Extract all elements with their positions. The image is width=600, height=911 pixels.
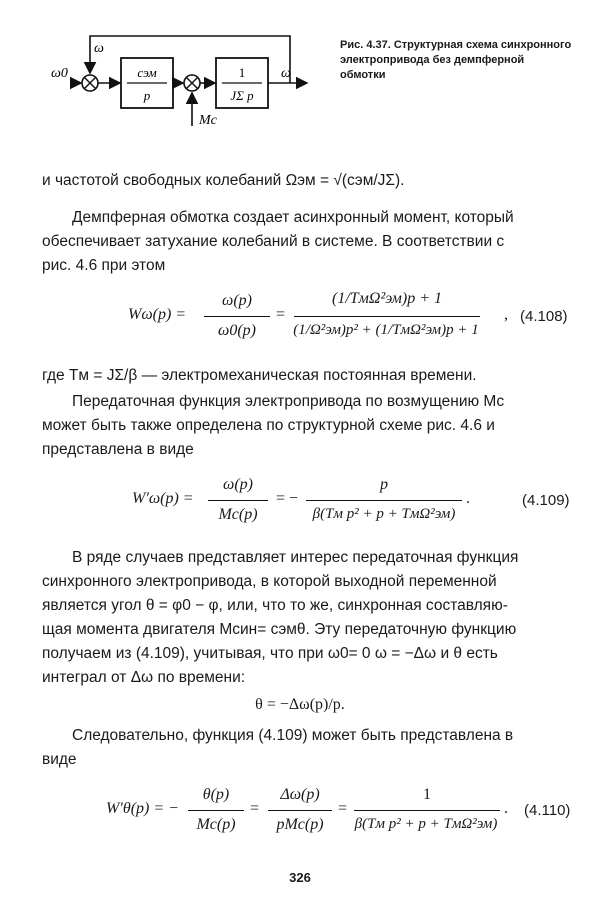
block-diagram: [45, 28, 315, 138]
paragraph-5-line-2: синхронного электропривода, в которой выходной переменной: [42, 573, 497, 590]
eq108-frac2-num: (1/TмΩ²эм)p + 1: [331, 290, 443, 307]
theta-formula: θ = −Δω(p)/p.: [255, 696, 345, 713]
block-electromagnetic: [121, 58, 173, 108]
paragraph-2-line-2: обеспечивает затухание колебаний в системе. В соответствии с: [42, 233, 505, 250]
paragraph-1: и частотой свободных колебаний Ωэм = √(cэм/JΣ).: [42, 172, 405, 189]
eq110-tail: .: [504, 800, 508, 817]
eq108-lhs: Wω(p) =: [128, 306, 187, 323]
paragraph-5-line-4: щая момента двигателя Mсин= cэмθ. Эту передаточную функцию: [42, 621, 517, 638]
paragraph-4-line-2: может быть также определена по структурной схеме рис. 4.6 и: [42, 417, 495, 434]
output-label: ω: [281, 66, 291, 81]
eq109-tail: .: [466, 490, 470, 507]
block-inertia: [216, 58, 268, 108]
svg-text:p: p: [143, 88, 151, 103]
paragraph-2-line-1: Демпферная обмотка создает асинхронный момент, который: [72, 209, 514, 226]
svg-text:JΣ p: JΣ p: [230, 88, 254, 103]
eq108-number: (4.108): [520, 308, 568, 325]
paragraph-7-line-1: Следовательно, функция (4.109) может быть представлена в: [72, 727, 514, 744]
svg-text:cэм: cэм: [137, 65, 157, 80]
eq109-number: (4.109): [522, 492, 570, 509]
eq110-eqsign: =: [250, 800, 260, 817]
eq109-frac1-num: ω(p): [223, 476, 253, 493]
eq110-frac3-den: β(Tм p² + p + TмΩ²эм): [354, 816, 498, 832]
eq110-frac2-num: Δω(p): [280, 786, 320, 803]
eq109-eqsign: = −: [276, 490, 299, 507]
eq110-frac2-den: pMc(p): [276, 816, 324, 833]
eq109-frac2-bar: [306, 500, 462, 501]
paragraph-3: где Tм = JΣ/β — электромеханическая постоянная времени.: [42, 367, 477, 384]
eq108-frac2-den: (1/Ω²эм)p² + (1/TмΩ²эм)p + 1: [293, 322, 479, 338]
input-label: ω0: [51, 66, 68, 81]
eq108-frac1-bar: [204, 316, 270, 317]
eq108-tail: ,: [504, 306, 508, 323]
eq108-eqsign: =: [276, 306, 286, 323]
summing-junction-2: [184, 75, 200, 91]
paragraph-4-line-1: Передаточная функция электропривода по возмущению Mc: [72, 393, 505, 410]
eq110-number: (4.110): [524, 802, 571, 819]
paragraph-5-line-5: получаем из (4.109), учитывая, что при ω0= 0 ω = −Δω и θ есть: [42, 645, 498, 662]
paragraph-5-line-1: В ряде случаев представляет интерес передаточная функция: [72, 549, 519, 566]
eq110-eqsign-2: =: [338, 800, 348, 817]
paragraph-7-line-2: виде: [42, 751, 77, 768]
summing-junction-1: [82, 75, 98, 91]
paragraph-4-line-3: представлена в виде: [42, 441, 194, 458]
eq108-frac1-den: ω0(p): [218, 322, 256, 339]
eq108-frac1-num: ω(p): [222, 292, 252, 309]
paragraph-5-line-3: является угол θ = φ0 − φ, или, что то же, синхронная составляю-: [42, 597, 508, 614]
eq110-frac2-bar: [268, 810, 332, 811]
figure-caption: Рис. 4.37. Структурная схема синхронного электропривода без демпферной обмотки: [340, 39, 572, 81]
eq110-frac3-bar: [354, 810, 500, 811]
eq108-frac2-bar: [294, 316, 480, 317]
page-number: 326: [289, 870, 311, 885]
disturbance-label: Mc: [199, 113, 217, 128]
eq109-frac1-bar: [208, 500, 268, 501]
feedback-label: ω: [94, 41, 104, 56]
eq110-frac3-num: 1: [423, 786, 431, 803]
eq110-frac1-den: Mc(p): [196, 816, 236, 833]
paragraph-5-line-6: интеграл от Δω по времени:: [42, 669, 246, 686]
eq110-frac1-bar: [188, 810, 244, 811]
eq109-frac2-num: p: [380, 476, 388, 493]
svg-text:1: 1: [238, 65, 246, 80]
eq110-lhs: W′θ(p) = −: [106, 800, 179, 817]
eq109-frac2-den: β(Tм p² + p + TмΩ²эм): [312, 506, 456, 522]
paragraph-2-line-3: рис. 4.6 при этом: [42, 257, 166, 274]
eq109-lhs: W′ω(p) =: [132, 490, 194, 507]
eq110-frac1-num: θ(p): [202, 786, 230, 803]
eq109-frac1-den: Mc(p): [218, 506, 258, 523]
